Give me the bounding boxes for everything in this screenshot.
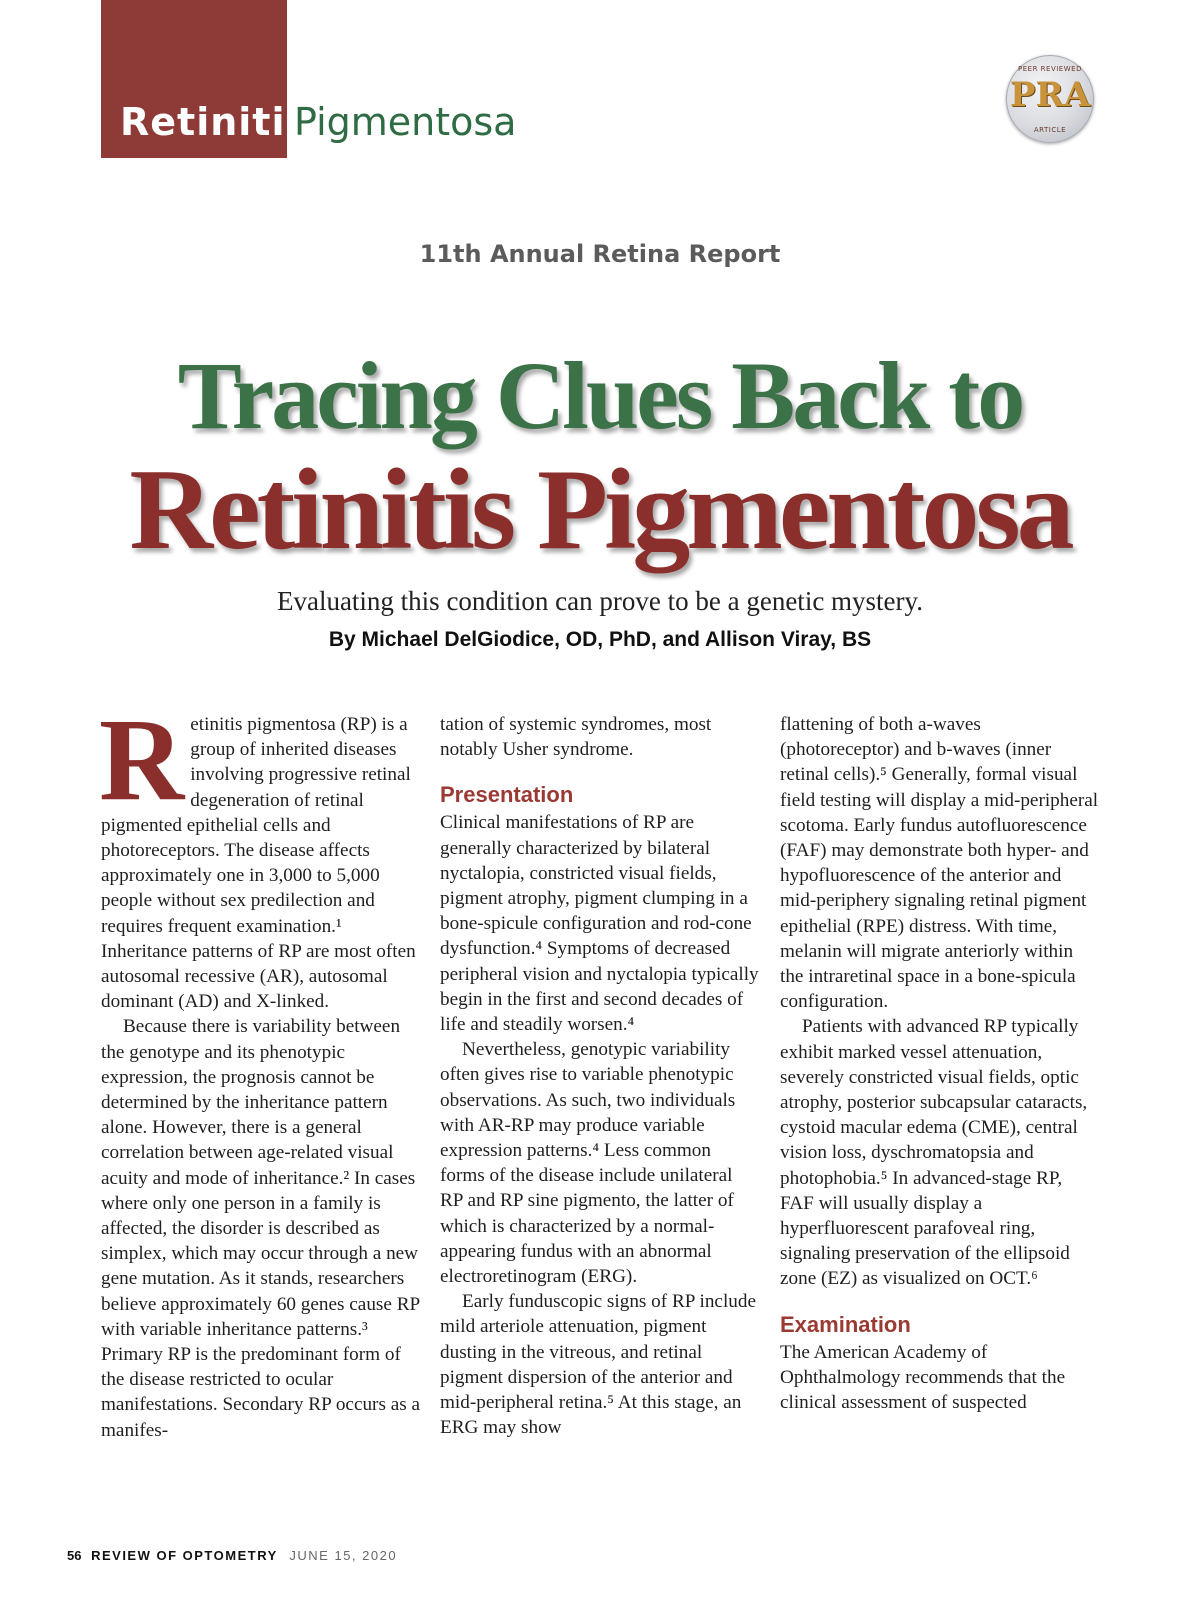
spacer (440, 762, 760, 780)
body-column-3 (780, 712, 1100, 1415)
paragraph: flattening of both a-waves (photoreceptor) and b-waves (inner retinal cells).⁵ Generally, formal visual field testing will display a mid-peripheral scotoma. Early fundus autofluorescence (FAF) may demonstrate both hyper- and hypofluorescence of the anterior and mid-periphery signaling retinal pigment epithelial (RPE) distress. With time, melanin will migrate anteriorly within the intraretinal space in a bone-spicula configuration. (780, 714, 1099, 1013)
page-number: 56 (67, 1548, 82, 1563)
paragraph: Clinical manifestations of RP are generally characterized by bilateral nyctalopia, constricted visual fields, pigment atrophy, pigment clumping in a bone-spicule configuration and rod-cone dysfunction.⁴ Symptoms of decreased peripheral vision and nyctalopia typically begin in the first and second decades of life and steadily worsen.⁴ (440, 812, 759, 1036)
spacer (780, 1292, 1100, 1310)
paragraph: Because there is variability between the genotype and its phenotypic expression, the prognosis cannot be determined by the inheritance pattern alone. However, there is a general correlation between age-related visual acuity and mode of inheritance.² In cases where only one person in a family is affected, the disorder is described as simplex, which may occur through a new gene mutation. As it stands, researchers believe approximately 60 genes cause RP with variable inheritance patterns.³ Primary RP is the predominant form of the disease restricted to ocular manifestations. Secondary RP occurs as a manifes- (101, 1016, 421, 1441)
section-label: 11th Annual Retina Report (419, 240, 781, 268)
paragraph-text: etinitis pigmentosa (RP) is a group of inherited diseases involving progressive retinal degeneration of retinal pigmented epithelial cells and photoreceptors. The disease affects approximately one in 3,000 to 5,000 people without sex predilection and requires frequent examination.¹ Inheritance patterns of RP are most often autosomal recessive (AR), autosomal dominant (AD) and X-linked. (101, 714, 416, 1013)
header-section-word1: Retinitis (120, 100, 310, 144)
subhead-examination: Examination (780, 1311, 911, 1337)
body-column-2 (440, 712, 760, 1440)
peer-reviewed-badge-icon (1006, 55, 1094, 143)
article-subtitle: Evaluating this condition can prove to be a genetic mystery. (276, 586, 924, 616)
article-title-line1: Tracing Clues Back to (177, 342, 1023, 449)
body-column-1 (99, 694, 421, 1443)
page-footer (67, 1549, 397, 1562)
badge-bottom-text: ARTICLE (1033, 126, 1067, 134)
paragraph (99, 694, 421, 1014)
magazine-name: REVIEW OF OPTOMETRY (91, 1548, 278, 1563)
article-byline: By Michael DelGiodice, OD, PhD, and Allison Viray, BS (328, 628, 872, 651)
paragraph: The American Academy of Ophthalmology recommends that the clinical assessment of suspected (780, 1341, 1066, 1414)
paragraph: Early funduscopic signs of RP include mild arteriole attenuation, pigment dusting in the vitreous, and retinal pigment dispersion of the anterior and mid-peripheral retina.⁵ At this stage, an ERG may show (440, 1291, 756, 1439)
paragraph: tation of systemic syndromes, most notably Usher syndrome. (440, 714, 712, 761)
paragraph: Nevertheless, genotypic variability often gives rise to variable phenotypic observations. As such, two individuals with AR-RP may produce variable expression patterns.⁴ Less common forms of the disease include unilateral RP and RP sine pigmento, the latter of which is characterized by a normal-appearing fundus with an abnormal electroretinogram (ERG). (440, 1039, 736, 1288)
subhead-presentation: Presentation (440, 782, 574, 808)
issue-date: JUNE 15, 2020 (289, 1548, 398, 1563)
header-section-word2: Pigmentosa (294, 100, 517, 144)
article-title-line2: Retinitis Pigmentosa (129, 446, 1071, 574)
badge-mark: PRA (1009, 75, 1091, 115)
badge-top-text: PEER REVIEWED (1018, 65, 1082, 73)
paragraph: Patients with advanced RP typically exhibit marked vessel attenuation, severely constricted visual fields, optic atrophy, posterior subcapsular cataracts, cystoid macular edema (CME), central vision loss, dyschromatopsia and photophobia.⁵ In advanced-stage RP, FAF will usually display a hyperfluorescent parafoveal ring, signaling preservation of the ellipsoid zone (EZ) as visualized on OCT.⁶ (780, 1016, 1088, 1290)
drop-cap: R (99, 694, 185, 825)
